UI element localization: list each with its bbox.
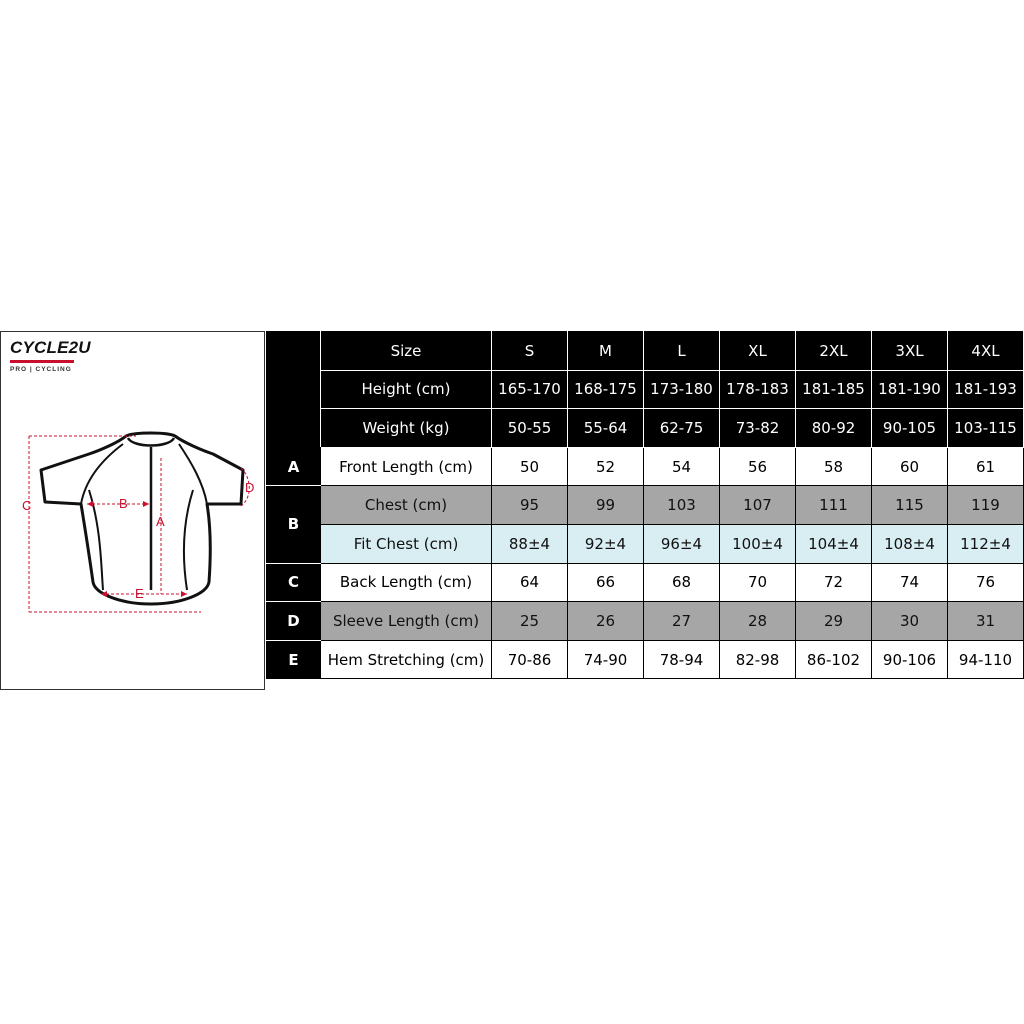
row-value: 181-190 [872, 370, 948, 409]
row-value: 94-110 [948, 640, 1024, 679]
row-value: 74 [872, 563, 948, 602]
row-value: 168-175 [568, 370, 644, 409]
row-value: 95 [492, 486, 568, 525]
row-value: 50 [492, 447, 568, 486]
row-value: 31 [948, 602, 1024, 641]
row-value: 92±4 [568, 524, 644, 563]
table-row [267, 486, 1024, 525]
row-value: 62-75 [644, 409, 720, 448]
row-value: 104±4 [796, 524, 872, 563]
corner-cell [267, 332, 321, 448]
table-row [267, 370, 1024, 409]
size-chart-table [266, 331, 1024, 679]
brand-name: CYCLE2U [10, 338, 91, 357]
row-value: 29 [796, 602, 872, 641]
row-value: 96±4 [644, 524, 720, 563]
row-label: Height (cm) [321, 370, 492, 409]
row-value: 119 [948, 486, 1024, 525]
row-label: Front Length (cm) [321, 447, 492, 486]
size-header-l: L [644, 332, 720, 371]
row-value: 103-115 [948, 409, 1024, 448]
table-row [267, 524, 1024, 563]
row-value: 181-185 [796, 370, 872, 409]
row-value: 80-92 [796, 409, 872, 448]
row-value: 78-94 [644, 640, 720, 679]
size-header-3xl: 3XL [872, 332, 948, 371]
row-value: 178-183 [720, 370, 796, 409]
row-value: 50-55 [492, 409, 568, 448]
diagram-panel [0, 331, 265, 690]
row-value: 60 [872, 447, 948, 486]
size-header-s: S [492, 332, 568, 371]
brand-tagline: PRO | CYCLING [10, 366, 72, 373]
row-value: 73-82 [720, 409, 796, 448]
row-value: 61 [948, 447, 1024, 486]
row-value: 108±4 [872, 524, 948, 563]
size-chart-body [267, 332, 1024, 679]
row-value: 58 [796, 447, 872, 486]
row-value: 111 [796, 486, 872, 525]
row-value: 181-193 [948, 370, 1024, 409]
row-letter-b: B [267, 486, 321, 563]
label-a: A [156, 514, 165, 529]
table-row [267, 640, 1024, 679]
row-value: 26 [568, 602, 644, 641]
row-value: 70 [720, 563, 796, 602]
row-value: 88±4 [492, 524, 568, 563]
row-value: 30 [872, 602, 948, 641]
row-value: 55-64 [568, 409, 644, 448]
row-value: 66 [568, 563, 644, 602]
size-header-m: M [568, 332, 644, 371]
row-value: 90-106 [872, 640, 948, 679]
row-value: 112±4 [948, 524, 1024, 563]
size-header-4xl: 4XL [948, 332, 1024, 371]
row-value: 72 [796, 563, 872, 602]
table-row [267, 447, 1024, 486]
jersey-diagram [1, 332, 266, 691]
row-value: 64 [492, 563, 568, 602]
size-header-xl: XL [720, 332, 796, 371]
label-c: C [22, 498, 32, 513]
row-value: 27 [644, 602, 720, 641]
row-value: 103 [644, 486, 720, 525]
label-d: D [245, 480, 255, 495]
row-value: 107 [720, 486, 796, 525]
row-label: Back Length (cm) [321, 563, 492, 602]
row-value: 82-98 [720, 640, 796, 679]
row-letter-a: A [267, 447, 321, 486]
row-value: 52 [568, 447, 644, 486]
row-value: 173-180 [644, 370, 720, 409]
row-value: 70-86 [492, 640, 568, 679]
header-row [267, 332, 1024, 371]
row-value: 86-102 [796, 640, 872, 679]
table-row [267, 563, 1024, 602]
row-letter-e: E [267, 640, 321, 679]
row-value: 25 [492, 602, 568, 641]
table-row [267, 602, 1024, 641]
row-value: 74-90 [568, 640, 644, 679]
row-value: 76 [948, 563, 1024, 602]
row-label: Sleeve Length (cm) [321, 602, 492, 641]
label-b: B [119, 496, 128, 511]
row-value: 115 [872, 486, 948, 525]
row-letter-c: C [267, 563, 321, 602]
label-e: E [135, 586, 144, 601]
row-value: 165-170 [492, 370, 568, 409]
row-value: 28 [720, 602, 796, 641]
row-letter-d: D [267, 602, 321, 641]
row-value: 56 [720, 447, 796, 486]
row-value: 54 [644, 447, 720, 486]
row-value: 68 [644, 563, 720, 602]
row-label: Hem Stretching (cm) [321, 640, 492, 679]
size-header-2xl: 2XL [796, 332, 872, 371]
table-row [267, 409, 1024, 448]
row-label: Fit Chest (cm) [321, 524, 492, 563]
header-label: Size [321, 332, 492, 371]
jersey-outline [41, 433, 243, 604]
row-value: 90-105 [872, 409, 948, 448]
row-value: 100±4 [720, 524, 796, 563]
row-value: 99 [568, 486, 644, 525]
row-label: Chest (cm) [321, 486, 492, 525]
row-label: Weight (kg) [321, 409, 492, 448]
